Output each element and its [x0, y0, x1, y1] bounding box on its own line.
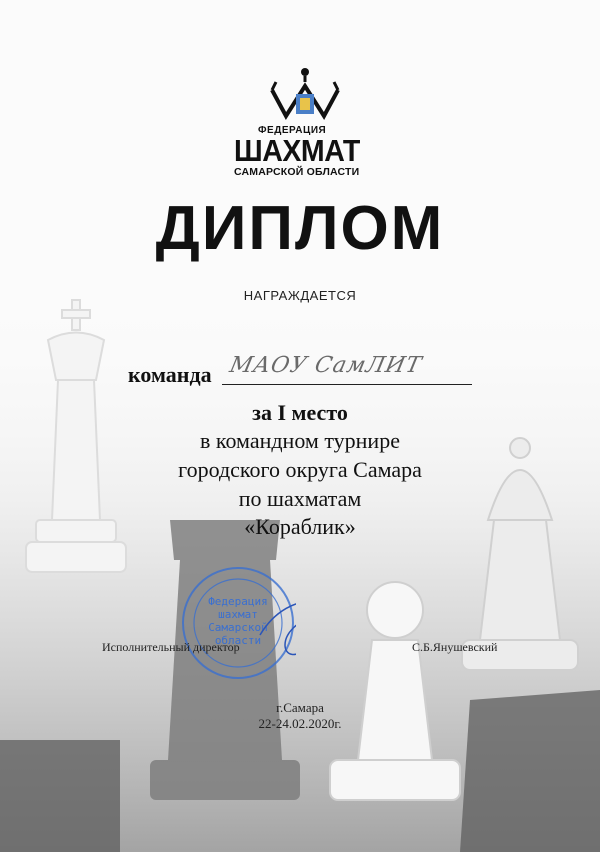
federation-name: ШАХМАТ [234, 133, 360, 168]
team-name-handwritten: МАОУ СамЛИТ [227, 353, 425, 378]
stamp-line-2: шахмат [218, 608, 258, 621]
team-underline [222, 384, 472, 385]
diploma-title: ДИПЛОМ [155, 194, 445, 263]
dates-label: 22-24.02.2020г. [258, 716, 342, 731]
stamp-line-4: области [214, 634, 262, 647]
director-title: Исполнительный директор [102, 640, 240, 654]
federation-region: САМАРСКОЙ ОБЛАСТИ [234, 166, 360, 178]
city-label: г.Самара [276, 700, 324, 715]
stamp-line-1: Федерация [208, 595, 268, 608]
sport-line: по шахматам [238, 486, 362, 511]
signer-name: С.Б.Янушевский [412, 640, 498, 654]
stamp-line-3: Самарской [208, 621, 268, 634]
team-label: команда [128, 362, 212, 387]
tournament-line: в командном турнире [200, 428, 400, 453]
district-line: городского округа Самара [178, 457, 422, 482]
tournament-name: «Кораблик» [244, 514, 356, 539]
awarded-label: НАГРАЖДАЕТСЯ [243, 288, 357, 303]
federation-small-label: ФЕДЕРАЦИЯ [258, 125, 327, 136]
place-text: за I место [252, 400, 348, 425]
official-stamp [180, 565, 296, 681]
